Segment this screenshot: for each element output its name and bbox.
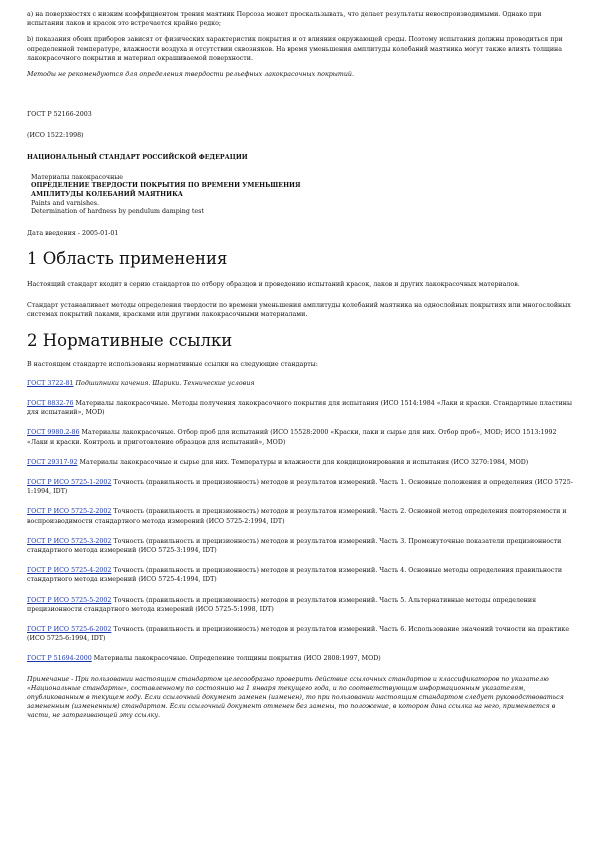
- reference-title: Материалы лакокрасочные и сырье для них. Температуры и влажности для кондиционирования и испытания (ИСО 3270:1984, MOD): [77, 458, 529, 466]
- reference-title: Точность (правильность и прецизионность) методов и результатов измерений. Часть 4. Основные методы определения правильности стандартного метода измерений (ИСО 5725-4:1994, IDT): [27, 567, 563, 584]
- reference-item: [27, 654, 575, 663]
- reference-item: [27, 596, 575, 614]
- title-en-line-2: Determination of hardness by pendulum damping test: [31, 208, 204, 216]
- reference-title: Точность (правильность и прецизионность) методов и результатов измерений. Часть 1. Основные положения и определения (ИСО 5725-1:1994, IDT): [27, 479, 573, 496]
- reference-item: [27, 625, 575, 643]
- section-2-intro: В настоящем стандарте использованы нормативные ссылки на следующие стандарты:: [27, 360, 318, 368]
- reference-title: Материалы лакокрасочные. Методы получения лакокрасочного покрытия для испытания (ИСО 1514:1984 «Лаки и краски. Стандартные пластины для испытаний», MOD): [27, 400, 573, 417]
- intro-note: Методы не рекомендуются для определения твердости рельефных лакокрасочных покрытий.: [27, 71, 354, 79]
- reference-title: Точность (правильность и прецизионность) методов и результатов измерений. Часть 6. Использование значений точности на практике (ИСО 5725-6:1994, IDT): [27, 626, 570, 643]
- reference-link[interactable]: ГОСТ Р ИСО 5725-4-2002: [27, 567, 112, 575]
- reference-item: [27, 458, 575, 467]
- reference-link[interactable]: ГОСТ 3722-81: [27, 379, 74, 387]
- reference-item: [27, 478, 575, 496]
- reference-item: [27, 379, 575, 388]
- reference-item: [27, 399, 575, 417]
- section-1-heading: 1 Область применения: [27, 249, 228, 268]
- reference-item: [27, 507, 575, 525]
- reference-link[interactable]: ГОСТ Р ИСО 5725-2-2002: [27, 508, 112, 516]
- reference-link[interactable]: ГОСТ Р ИСО 5725-1-2002: [27, 479, 112, 487]
- reference-item: [27, 566, 575, 584]
- title-ru-line-1: Материалы лакокрасочные: [31, 173, 124, 181]
- reference-link[interactable]: ГОСТ Р ИСО 5725-5-2002: [27, 596, 112, 604]
- reference-title: Точность (правильность и прецизионность) методов и результатов измерений. Часть 2. Основной метод определения повторяемости и воспроизводимости стандартного метода измерений (ИСО 5725-2:1994, IDT): [27, 508, 567, 525]
- section-2-note: Примечание - При пользовании настоящим стандартом целесообразно проверить действие ссылочных стандартов и классификаторов по указателю «Национальные стандарты», составленному по состоянию на 1 января текущего года, и по соответствующим информационным указателям, опубликованным в текущем году. Если ссылочный документ заменен (изменен), то при пользовании настоящим стандартом следует руководствоваться замененным (измененным) стандартом. Если ссылочный документ отменен без замены, то положение, в котором дана ссылка на него, применяется в части, не затрагивающей эту ссылку.: [27, 675, 564, 720]
- gost-number: ГОСТ Р 52166-2003: [27, 111, 92, 119]
- reference-item: [27, 537, 575, 555]
- reference-title: Материалы лакокрасочные. Определение толщины покрытия (ИСО 2808:1997, MOD): [91, 655, 381, 663]
- reference-link[interactable]: ГОСТ 9980.2-86: [27, 429, 80, 437]
- section-1-paragraph-2: Стандарт устанавливает методы определения твердости по времени уменьшения амплитуды колебаний маятника на однослойных покрытиях или многослойных системах покрытий лаками, красками или другими лакокрасочными материалами.: [27, 302, 571, 319]
- reference-title: Точность (правильность и прецизионность) методов и результатов измерений. Часть 5. Альтернативные методы определения прецизионности стандартного метода измерений (ИСО 5725-5:1998, IDT): [27, 596, 537, 613]
- reference-link[interactable]: ГОСТ 29317-92: [27, 458, 78, 466]
- section-1-paragraph-1: Настоящий стандарт входит в серию стандартов по отбору образцов и проведению испытаний красок, лаков и других лакокрасочных материалов.: [27, 281, 520, 288]
- reference-link[interactable]: ГОСТ Р ИСО 5725-3-2002: [27, 537, 112, 545]
- title-ru-line-3: АМПЛИТУДЫ КОЛЕБАНИЙ МАЯТНИКА: [31, 191, 183, 199]
- document-page: [27, 10, 575, 721]
- reference-item: [27, 428, 575, 446]
- section-2-heading: 2 Нормативные ссылки: [27, 330, 233, 350]
- title-en-line-1: Paints and varnishes.: [31, 199, 100, 207]
- intro-item-b: b) показания обоих приборов зависят от физических характеристик покрытия и от влияния окружающей среды. Поэтому испытания должны проводиться при определенной температуре, влажности воздуха и отсутствии сквозняков. На время уменьшения амплитуды колебаний маятника могут также влиять толщина лакокрасочного покрытия и материал окрашиваемой поверхности.: [27, 36, 563, 62]
- reference-title: Точность (правильность и прецизионность) методов и результатов измерений. Часть 3. Промежуточные показатели прецизионности стандартного метода измерений (ИСО 5725-3:1994, IDT): [27, 537, 562, 555]
- reference-title: Подшипники качения. Шарики. Технические условия: [73, 379, 255, 387]
- reference-list: [27, 379, 575, 664]
- standard-title-block: [31, 174, 575, 217]
- iso-number: (ИСО 1522:1998): [27, 132, 84, 140]
- title-ru-line-2: ОПРЕДЕЛЕНИЕ ТВЕРДОСТИ ПОКРЫТИЯ ПО ВРЕМЕНИ УМЕНЬШЕНИЯ: [31, 182, 301, 190]
- reference-link[interactable]: ГОСТ 8832-76: [27, 400, 74, 408]
- reference-link[interactable]: ГОСТ Р ИСО 5725-6-2002: [27, 626, 112, 634]
- national-standard-label: НАЦИОНАЛЬНЫЙ СТАНДАРТ РОССИЙСКОЙ ФЕДЕРАЦИИ: [27, 153, 248, 161]
- reference-title: Материалы лакокрасочные. Отбор проб для испытаний (ИСО 15528:2000 «Краски, лаки и сырье для них. Отбор проб», MOD; ИСО 1513:1992 «Лаки и краски. Контроль и приготовление образцов для испытаний», MOD): [27, 429, 557, 446]
- effective-date: Дата введения - 2005-01-01: [27, 229, 119, 237]
- intro-item-a: а) на поверхностях с низким коэффициентом трения маятник Персоза может проскальзывать, что делает результаты невоспроизводимыми. Однако при испытании лаков и красок это встречается крайне редко;: [27, 11, 542, 28]
- reference-link[interactable]: ГОСТ Р 51694-2000: [27, 655, 92, 663]
